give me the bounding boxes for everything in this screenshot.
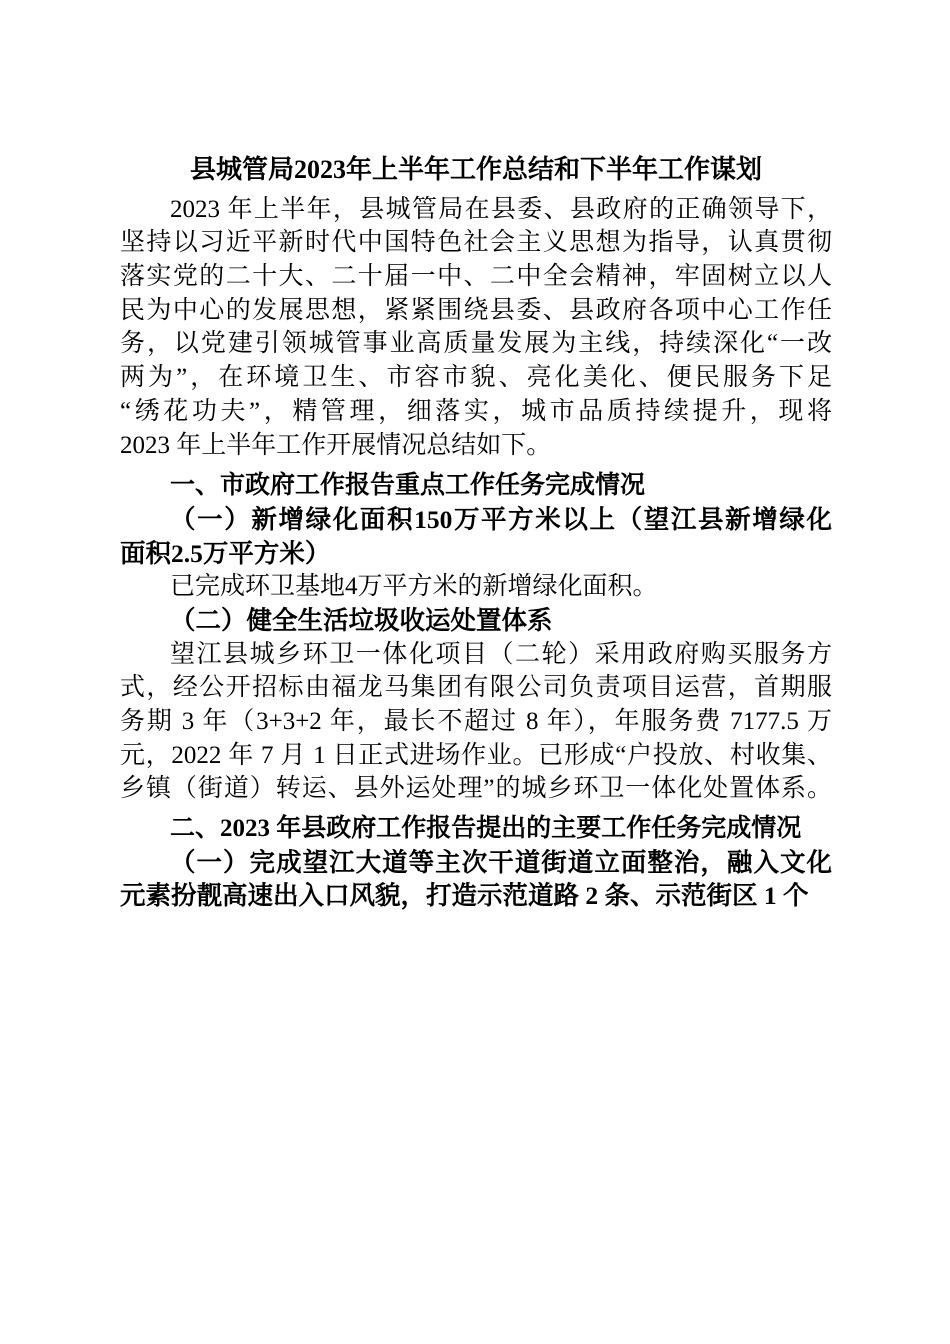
subsection-heading-line: （一）完成望江大道等主次干道街道立面整治，融入文化: [170, 847, 832, 877]
subsection-heading-line: 面积2.5万平方米）: [120, 538, 331, 568]
document-title: 县城管局2023年上半年工作总结和下半年工作谋划: [189, 155, 762, 184]
intro-line: 2023 年上半年，县城管局在县委、县政府的正确领导下，: [170, 195, 832, 223]
section-1-item-1: [120, 503, 832, 604]
intro-line: 2023 年上半年工作开展情况总结如下。: [120, 431, 552, 459]
intro-line: 民为中心的发展思想，紧紧围绕县委、县政府各项中心工作任: [120, 296, 832, 324]
body-line: 式，经公开招标由福龙马集团有限公司负责项目运营，首期服: [120, 674, 832, 702]
intro-paragraph: [120, 193, 832, 463]
intro-line: 坚持以习近平新时代中国特色社会主义思想为指导，认真贯彻: [120, 229, 832, 257]
body-line: 元，2022 年 7 月 1 日正式进场作业。已形成“户投放、村收集、: [120, 741, 832, 769]
body-line: 乡镇（街道）转运、县外运处理”的城乡环卫一体化处置体系。: [120, 775, 832, 803]
section-2-item-1: [120, 846, 832, 913]
section-2-heading: 二、2023 年县政府工作报告提出的主要工作任务完成情况: [170, 815, 802, 843]
subsection-heading-line: （一）新增绿化面积150万平方米以上（望江县新增绿化: [170, 504, 832, 534]
intro-line: 两为”，在环境卫生、市容市貌、亮化美化、便民服务下足: [120, 364, 832, 392]
intro-line: 务，以党建引领城管事业高质量发展为主线，持续深化“一改: [120, 330, 832, 358]
body-line: 望江县城乡环卫一体化项目（二轮）采用政府购买服务方: [170, 640, 832, 668]
subsection-heading-line: 元素扮靓高速出入口风貌，打造示范道路 2 条、示范街区 1 个: [120, 881, 809, 911]
intro-line: 落实党的二十大、二十届一中、二中全会精神，牢固树立以人: [120, 263, 832, 291]
intro-line: “绣花功夫”，精管理，细落实，城市品质持续提升，现将: [120, 397, 832, 425]
body-line: 已完成环卫基地4万平方米的新增绿化面积。: [170, 573, 658, 601]
body-line: 务期 3 年（3+3+2 年，最长不超过 8 年），年服务费 7177.5 万: [120, 708, 832, 735]
section-1-heading: 一、市政府工作报告重点工作任务完成情况: [170, 472, 646, 500]
subsection-heading: （二）健全生活垃圾收运处置体系: [170, 605, 553, 635]
section-1-item-2: [120, 604, 832, 806]
document-body: [120, 153, 832, 913]
